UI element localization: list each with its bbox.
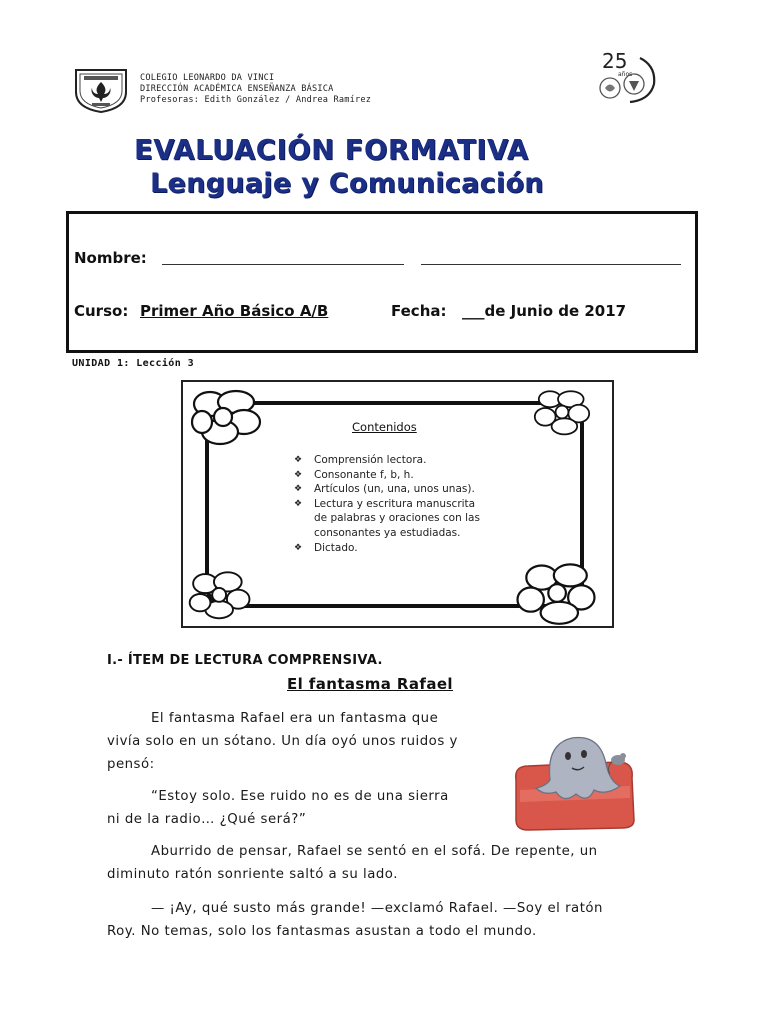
story-title: El fantasma Rafael [287, 675, 453, 693]
story-line: ni de la radio… ¿Qué será?” [107, 812, 307, 827]
anniversary-word: años [618, 71, 633, 78]
contents-title: Contenidos [352, 420, 417, 434]
nombre-field[interactable] [162, 264, 404, 265]
curso-value: Primer Año Básico A/B [140, 302, 329, 320]
nombre-label: Nombre: [74, 249, 147, 267]
list-item-continuation: de palabras y oraciones con las [314, 512, 480, 525]
list-item: ❖ Dictado. [294, 541, 358, 554]
flower-bottom-right-icon [508, 560, 604, 626]
evaluation-title: EVALUACIÓN FORMATIVA [134, 134, 529, 166]
teachers-line: Profesoras: Edith González / Andrea Ramírez [140, 95, 372, 105]
school-direction: DIRECCIÓN ACADÉMICA ENSEÑANZA BÁSICA [140, 84, 334, 94]
fecha-value: ___de Junio de 2017 [462, 302, 627, 320]
curso-label: Curso: [74, 302, 129, 320]
section-heading: I.- ÍTEM DE LECTURA COMPRENSIVA. [107, 653, 383, 668]
story-line: diminuto ratón sonriente saltó a su lado. [107, 867, 398, 882]
student-info-box [66, 211, 698, 353]
story-line: “Estoy solo. Ese ruido no es de una sierra [151, 789, 449, 804]
story-line: vivía solo en un sótano. Un día oyó unos ruidos y [107, 734, 458, 749]
subject-title: Lenguaje y Comunicación [150, 168, 544, 199]
school-name: COLEGIO LEONARDO DA VINCI [140, 73, 275, 83]
list-item: ❖ Consonante f, b, h. [294, 468, 414, 481]
unit-lesson-label: UNIDAD 1: Lección 3 [72, 358, 194, 369]
contents-list [294, 453, 480, 555]
diamond-bullet-icon: ❖ [294, 498, 303, 509]
story-line: El fantasma Rafael era un fantasma que [151, 711, 439, 726]
diamond-bullet-icon: ❖ [294, 484, 303, 495]
anniversary-number: 25 [602, 50, 628, 73]
diamond-bullet-icon: ❖ [294, 469, 303, 480]
school-header-text [140, 73, 371, 106]
diamond-bullet-icon: ❖ [294, 542, 303, 553]
list-item: ❖ Lectura y escritura manuscrita [294, 497, 476, 510]
story-line: Roy. No temas, solo los fantasmas asustan a todo el mundo. [107, 924, 537, 939]
list-item: ❖ Artículos (un, una, unos unas). [294, 483, 475, 496]
story-line: pensó: [107, 757, 155, 772]
list-item: ❖ Comprensión lectora. [294, 454, 427, 466]
story-line: Aburrido de pensar, Rafael se sentó en el sofá. De repente, un [151, 844, 598, 859]
diamond-bullet-icon: ❖ [294, 455, 303, 465]
story-line: — ¡Ay, qué susto más grande! —exclamó Rafael. —Soy el ratón [151, 901, 603, 916]
fecha-label: Fecha: [391, 302, 447, 320]
flower-top-right-icon [530, 388, 594, 436]
school-crest-icon [72, 64, 130, 114]
list-item-continuation: consonantes ya estudiadas. [314, 526, 461, 539]
nombre-field-2[interactable] [421, 264, 681, 265]
flower-top-left-icon [190, 388, 264, 448]
anniversary-logo-icon [596, 50, 660, 106]
ghost-on-sofa-illustration [510, 720, 644, 832]
flower-bottom-left-icon [186, 568, 254, 620]
